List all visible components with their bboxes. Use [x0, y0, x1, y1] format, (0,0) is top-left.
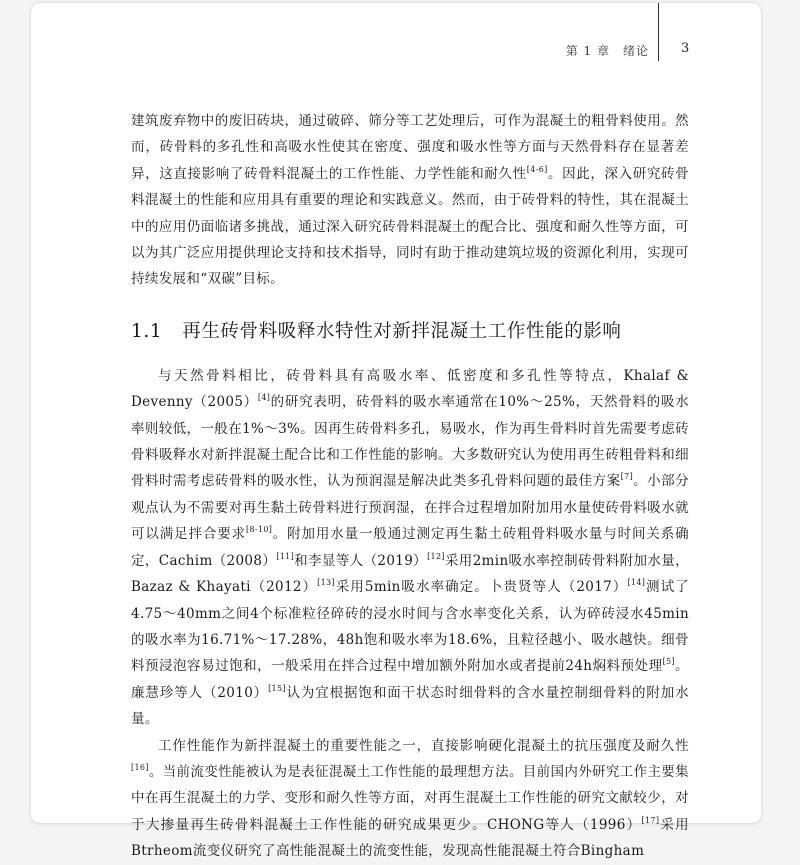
text-run: 。当前流变性能被认为是表征混凝土工作性能的最理想方法。目前国内外研究工作主要集中在再生混凝土的力学、变形和耐久性等方面，对再生混凝土工作性能的研究文献较少，对于大掺量再生砖骨料混凝土工作性能的研究成果更少。CHONG等人（1996） [131, 763, 689, 833]
text-run: 采用5min吸水率确定。卜贵贤等人（2017） [335, 579, 628, 596]
running-header [31, 3, 761, 63]
section-heading [131, 317, 689, 347]
citation-ref: [12] [427, 551, 445, 561]
text-run: 建筑废弃物中的废旧砖块，通过破碎、筛分等工艺处理后，可作为混凝土的粗骨料使用。然而，砖骨料的多孔性和高吸水性使其在密度、强度和吸水性等方面与天然骨料存在显著差异，这直接影响了砖骨料混凝土的工作性能、力学性能和耐久性 [131, 113, 689, 182]
text-run: 。附加用水量一般通过测定再生黏土砖粗骨料吸水量与时间关系确定，Cachim（2008） [131, 526, 689, 569]
citation-ref: [17] [641, 815, 660, 825]
text-run: 。因此，深入研究砖骨料混凝土的性能和应用具有重要的理论和实践意义。然而，由于砖骨料的特性，其在混凝土中的应用仍面临诸多挑战，通过深入研究砖骨料混凝土的配合比、强度和耐久性等方面，可以为其广泛应用提供理论支持和技术指导，同时有助于推动建筑垃圾的资源化利用，实现可持续发展和“双碳”目标。 [131, 165, 690, 288]
text-run: 。廉慧珍等人（2010） [131, 658, 689, 701]
text-run: 采用Btrheom流变仪研究了高性能混凝土的流变性能，发现高性能混凝土符合Bingham [131, 816, 690, 860]
citation-ref: [16] [131, 762, 149, 772]
citation-ref: [11] [276, 551, 295, 561]
text-run: 采用2min吸水率控制砖骨料附加水量，Bazaz & Khayati（2012） [131, 552, 689, 596]
section-title: 再生砖骨料吸释水特性对新拌混凝土工作性能的影响 [182, 320, 622, 342]
text-run: 的研究表明，砖骨料的吸水率通常在10%～25%，天然骨料的吸水率则较低，一般在1%～3%。因再生砖骨料多孔，易吸水，作为再生骨料时首先需要考虑砖骨料吸释水对新拌混凝土配合比和工作性能的影响。大多数研究认为使用再生砖粗骨料和细骨料时需考虑砖骨料的吸水性，认为预润湿是解决此类多孔骨料问题的最佳方案 [131, 394, 689, 490]
citation-ref: [4] [257, 393, 271, 403]
citation-ref: [14] [627, 578, 646, 588]
body-text [131, 108, 689, 865]
text-run: 工作性能作为新拌混凝土的重要性能之一，直接影响硬化混凝土的抗压强度及耐久性 [158, 737, 689, 754]
text-run: 。小部分观点认为不需要对再生黏土砖骨料进行预润湿，在拌合过程增加附加用水量使砖骨料吸水就可以满足拌合要求 [131, 473, 690, 543]
body-paragraph-2 [131, 733, 689, 865]
chapter-label: 第 1 章 绪论 [565, 44, 649, 58]
section-number: 1.1 [131, 320, 163, 342]
text-run: 认为宜根据饱和面干状态时细骨料的含水量控制细骨料的附加水量。 [131, 684, 689, 728]
citation-ref: [5] [662, 657, 675, 667]
document-page [30, 2, 762, 860]
page-number: 3 [681, 41, 690, 56]
intro-paragraph [131, 108, 689, 293]
header-divider [658, 3, 659, 61]
citation-ref: [13] [317, 578, 335, 588]
citation-ref: [15] [268, 683, 286, 693]
body-paragraph-1 [131, 363, 689, 733]
text-run: 与天然骨料相比，砖骨料具有高吸水率、低密度和多孔性等特点，Khalaf & Devenny（2005） [131, 367, 689, 411]
text-run: 和李显等人（2019） [294, 552, 428, 569]
text-run: 测试了4.75～40mm之间4个标准粒径碎砖的浸水时间与含水率变化关系，认为碎砖浸水45min的吸水率为16.71%～17.28%，48h饱和吸水率为18.6%，且粒径越小、吸水越快。细骨料预浸泡容易过饱和，一般采用在拌合过程中增加额外附加水或者提前24h焖料预处理 [131, 579, 690, 675]
citation-ref: [7] [620, 472, 634, 482]
citation-ref: [8-10] [245, 525, 273, 535]
citation-ref: [4-6] [526, 164, 548, 174]
